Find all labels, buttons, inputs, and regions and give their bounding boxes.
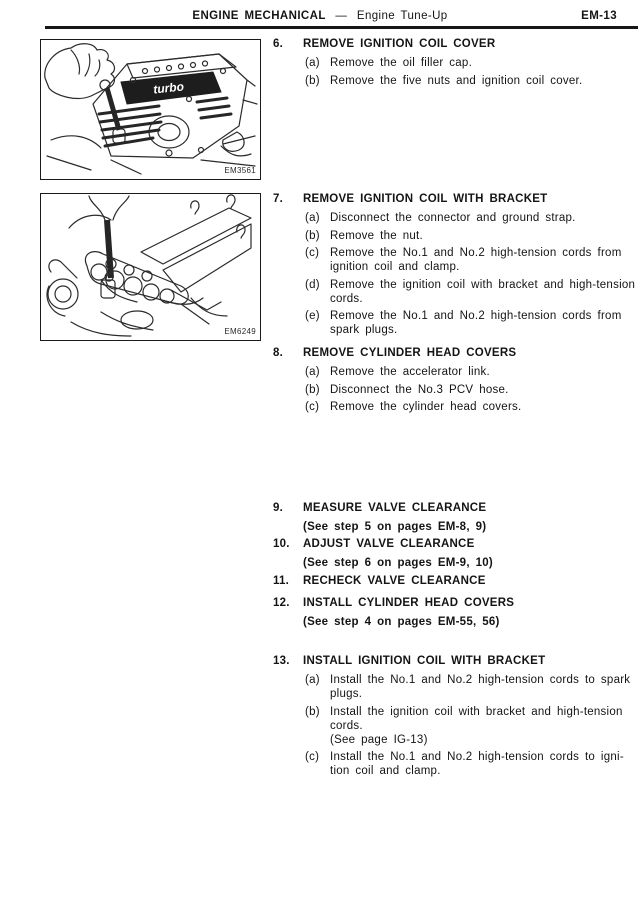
item-letter: (c) bbox=[305, 401, 320, 413]
step-title: REMOVE CYLINDER HEAD COVERS bbox=[303, 347, 517, 359]
step-title: INSTALL IGNITION COIL WITH BRACKET bbox=[303, 655, 546, 667]
step-title: REMOVE IGNITION COIL WITH BRACKET bbox=[303, 193, 548, 205]
step-title: RECHECK VALVE CLEARANCE bbox=[303, 575, 486, 587]
step-8 bbox=[273, 347, 635, 418]
item-letter: (a) bbox=[305, 366, 320, 378]
item-line: plugs. bbox=[330, 688, 363, 700]
step-item bbox=[305, 400, 635, 414]
item-line: Remove the accelerator link. bbox=[330, 366, 490, 378]
header-separator: — bbox=[335, 10, 348, 22]
header-section-title: ENGINE MECHANICAL bbox=[192, 10, 326, 22]
step-10 bbox=[273, 538, 635, 570]
step-item bbox=[305, 673, 635, 701]
step-9 bbox=[273, 502, 635, 534]
item-line: Remove the five nuts and ignition coil cover. bbox=[330, 74, 583, 87]
step-item bbox=[305, 56, 635, 70]
step-11 bbox=[273, 575, 635, 593]
step-13 bbox=[273, 655, 635, 782]
coil-bracket-illustration bbox=[41, 194, 259, 339]
step-number: 7. bbox=[273, 193, 284, 205]
step-item bbox=[305, 246, 635, 274]
item-line: cords. bbox=[330, 292, 363, 305]
figure-ignition-coil-bracket bbox=[40, 193, 261, 341]
step-number: 12. bbox=[273, 597, 290, 609]
item-line: Install the No.1 and No.2 high-tension cords to igni- bbox=[330, 751, 624, 763]
item-letter: (a) bbox=[305, 674, 320, 686]
item-line: Remove the cylinder head covers. bbox=[330, 401, 522, 413]
item-line: Remove the No.1 and No.2 high-tension cords from bbox=[330, 247, 622, 259]
step-7 bbox=[273, 193, 635, 341]
step-item bbox=[305, 383, 635, 397]
item-line: cords. bbox=[330, 719, 363, 732]
page-number: EM-13 bbox=[581, 10, 617, 22]
step-item bbox=[305, 278, 635, 306]
step-6 bbox=[273, 38, 635, 91]
item-line: Install the ignition coil with bracket and high-tension bbox=[330, 705, 623, 718]
step-reference: (See step 6 on pages EM-9, 10) bbox=[303, 557, 493, 569]
turbo-badge-label: turbo bbox=[152, 79, 185, 97]
step-number: 10. bbox=[273, 538, 290, 550]
page-header bbox=[0, 10, 640, 22]
item-letter: (a) bbox=[305, 57, 320, 69]
step-title: REMOVE IGNITION COIL COVER bbox=[303, 38, 496, 50]
step-title: ADJUST VALVE CLEARANCE bbox=[303, 538, 475, 550]
item-line: Install the No.1 and No.2 high-tension cords to spark bbox=[330, 674, 631, 686]
item-line: Remove the oil filler cap. bbox=[330, 57, 473, 69]
step-item bbox=[305, 74, 635, 88]
figure-ignition-coil-cover bbox=[40, 39, 261, 180]
item-line: (See page IG-13) bbox=[330, 733, 428, 746]
step-title: INSTALL CYLINDER HEAD COVERS bbox=[303, 597, 515, 609]
item-line: spark plugs. bbox=[330, 324, 398, 336]
engine-cover-outline bbox=[93, 54, 247, 158]
step-12 bbox=[273, 597, 635, 629]
item-line: Disconnect the connector and ground strap. bbox=[330, 212, 576, 224]
step-item bbox=[305, 750, 635, 778]
item-line: ignition coil and clamp. bbox=[330, 261, 460, 273]
item-line: tion coil and clamp. bbox=[330, 765, 441, 777]
item-line: Disconnect the No.3 PCV hose. bbox=[330, 383, 509, 396]
step-item bbox=[305, 309, 635, 337]
step-number: 11. bbox=[273, 575, 290, 587]
item-letter: (d) bbox=[305, 278, 320, 291]
step-title: MEASURE VALVE CLEARANCE bbox=[303, 502, 487, 514]
step-item bbox=[305, 365, 635, 379]
engine-body-lines bbox=[47, 260, 227, 336]
figure-code: EM6249 bbox=[224, 327, 256, 336]
item-letter: (c) bbox=[305, 751, 320, 763]
step-reference: (See step 5 on pages EM-8, 9) bbox=[303, 521, 487, 533]
step-item bbox=[305, 229, 635, 243]
item-letter: (a) bbox=[305, 212, 320, 224]
figure-code: EM3561 bbox=[224, 166, 256, 175]
step-number: 6. bbox=[273, 38, 284, 50]
step-reference: (See step 4 on pages EM-55, 56) bbox=[303, 616, 500, 628]
step-number: 9. bbox=[273, 502, 284, 514]
item-letter: (b) bbox=[305, 705, 320, 718]
item-line: Remove the ignition coil with bracket and high-tension bbox=[330, 278, 636, 291]
ignition-coil-pack bbox=[85, 252, 221, 310]
item-line: Remove the nut. bbox=[330, 229, 423, 242]
item-letter: (b) bbox=[305, 74, 320, 87]
step-item bbox=[305, 211, 635, 225]
step-number: 8. bbox=[273, 347, 284, 359]
item-letter: (e) bbox=[305, 310, 320, 322]
item-letter: (b) bbox=[305, 383, 320, 396]
step-number: 13. bbox=[273, 655, 290, 667]
item-letter: (b) bbox=[305, 229, 320, 242]
header-rule bbox=[45, 26, 638, 29]
engine-cover-illustration bbox=[41, 40, 259, 178]
step-item bbox=[305, 705, 635, 747]
item-letter: (c) bbox=[305, 247, 320, 259]
header-chapter-title: Engine Tune-Up bbox=[356, 10, 448, 22]
item-line: Remove the No.1 and No.2 high-tension cords from bbox=[330, 310, 622, 322]
